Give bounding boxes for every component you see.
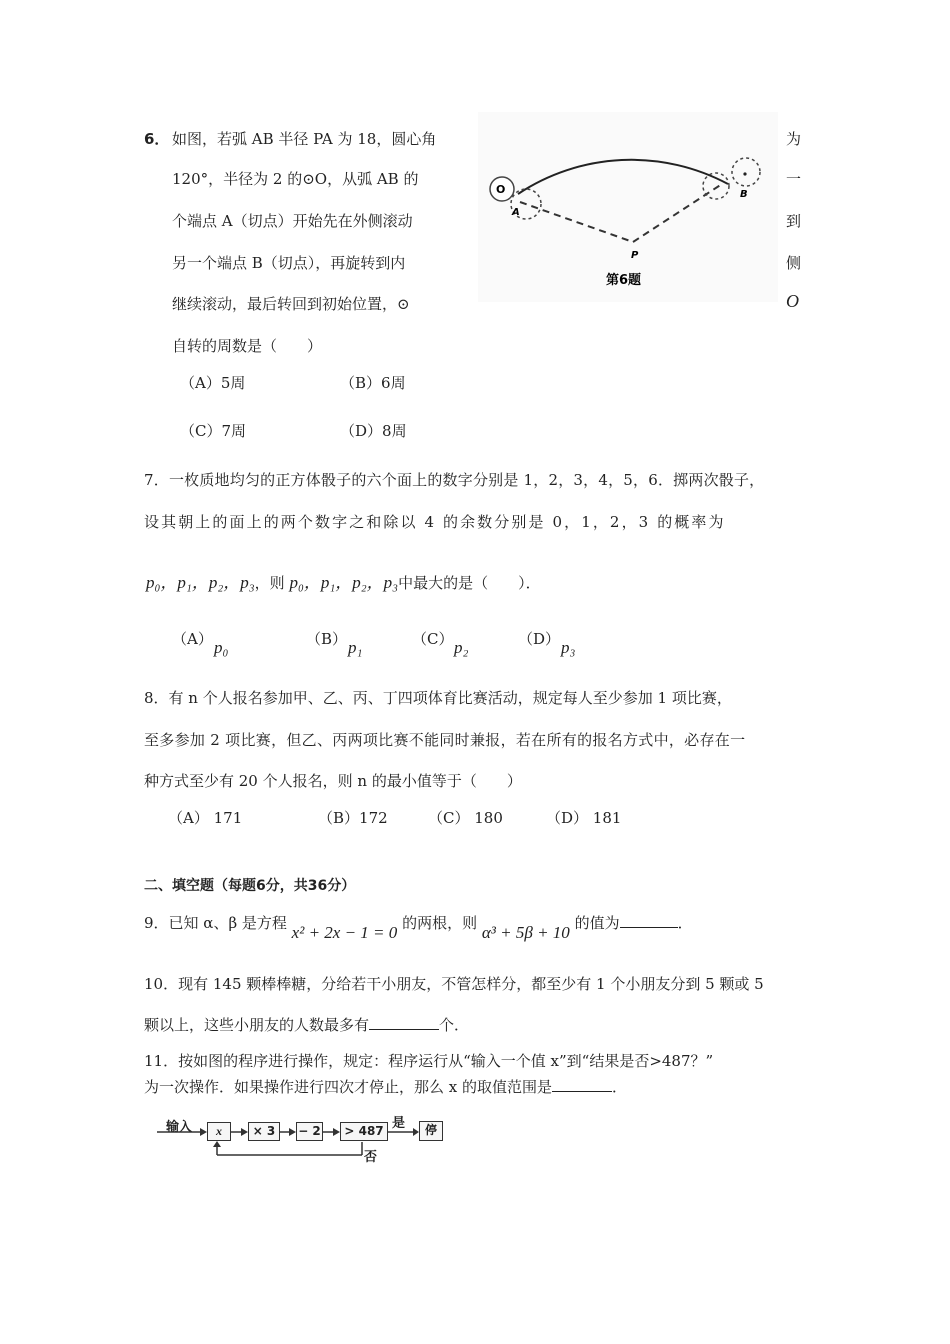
q7-line-2: 设其朝上的面上的两个数字之和除以 4 的余数分别是 0，1，2，3 的概率为 [144,513,726,531]
q8-option-a: （A） 171 [168,809,243,827]
q6-line-1: 如图，若弧 AB 半径 PA 为 18，圆心角 [172,130,437,148]
q11-answer-blank[interactable] [552,1077,612,1092]
flow-input-label: 输入 [166,1120,193,1135]
flow-box-stop: 停 [419,1121,443,1141]
q6-right-char-5: O [786,291,799,311]
q9-post: 的值为 [574,914,620,932]
q9-answer-blank[interactable] [620,913,678,928]
q10-line-2-text: 颗以上，这些小朋友的人数最多有 [144,1016,370,1034]
q6-figure [478,112,778,302]
figure-caption: 第6题 [606,273,642,288]
flow-box-compare: > 487 [340,1122,388,1141]
flow-yes-label: 是 [392,1116,406,1131]
q7-option-b-value: p₁ [348,638,363,657]
q6-line-2: 120°，半径为 2 的⊙O，从弧 AB 的 [172,170,419,188]
q6-line-5: 继续滚动，最后转回到初始位置，⊙ [172,295,410,313]
q6-option-c: （C）7周 [180,422,247,440]
q6-right-char-1: 为 [786,130,802,148]
q6-right-char-4: 侧 [786,254,802,272]
label-o: O [496,183,506,196]
q11-line-1: 11．按如图的程序进行操作，规定：程序运行从“输入一个值 x”到“结果是否>487？” [144,1052,714,1070]
q10-line-2-tail: 个． [439,1016,470,1034]
q7-option-a-label: （A） [172,630,213,648]
q7-then: ，则 [254,574,285,592]
q6-line-3: 个端点 A（切点）开始先在外侧滚动 [172,212,413,230]
q8-option-c: （C） 180 [428,809,503,827]
label-b: B [740,189,748,200]
q8-line-2: 至多参加 2 项比赛，但乙、丙两项比赛不能同时兼报，若在所有的报名方式中，必存在一 [144,731,746,749]
q6-line-4: 另一个端点 B（切点），再旋转到内 [172,254,406,272]
q11-line-2-text: 为一次操作．如果操作进行四次才停止，那么 x 的取值范围是 [144,1078,552,1096]
q7-option-a-value: p₀ [214,638,229,657]
q6-right-char-2: 一 [786,170,802,188]
q6-number: 6． [144,130,170,148]
q9-expression: α³ + 5β + 10 [481,923,570,942]
circle-center-dot [743,172,746,175]
q7-math-p-list-1: p₀，p₁，p₂，p₃ [146,573,255,592]
q7-option-d-label: （D） [518,630,561,648]
q10-answer-blank[interactable] [369,1015,439,1030]
q11-line-2 [144,1076,627,1097]
label-a: A [512,207,520,218]
q7-math-p-list-2: p₀，p₁，p₂，p₃ [289,573,399,592]
q8-option-d: （D） 181 [546,809,622,827]
q7-tail: 中最大的是（ ）． [398,574,541,592]
q7-option-b-label: （B） [306,630,348,648]
label-p: P [631,250,639,261]
q8-option-b: （B）172 [318,809,388,827]
q9-mid: 的两根，则 [402,914,478,932]
section-2-title: 二、填空题（每题6分，共36分） [144,878,356,894]
flow-box-x: x [207,1122,231,1141]
flow-box-minus-2: − 2 [296,1122,323,1141]
q6-option-a: （A）5周 [180,374,246,392]
q11-line-2-tail: ． [612,1078,628,1096]
q7-option-d-value: p₃ [561,638,576,657]
q6-option-b: （B）6周 [340,374,406,392]
q6-line-6: 自转的周数是（ ） [172,337,323,355]
q7-option-c-label: （C） [412,630,454,648]
q9-equation: x² + 2x − 1 = 0 [291,923,398,942]
q6-right-char-3: 到 [786,212,802,230]
q10-line-2 [144,1014,469,1035]
q8-line-3: 种方式至少有 20 个人报名，则 n 的最小值等于（ ） [144,772,522,790]
flow-no-label: 否 [364,1150,378,1165]
q9-pre: 9．已知 α、β 是方程 [144,914,287,932]
q7-line-1: 7．一枚质地均匀的正方体骰子的六个面上的数字分别是 1，2，3，4，5，6．掷两次骰子， [144,471,765,489]
q7-option-c-value: p₂ [454,638,469,657]
q8-line-1: 8．有 n 个人报名参加甲、乙、丙、丁四项体育比赛活动，规定每人至少参加 1 项比赛， [144,689,732,707]
q10-line-1: 10．现有 145 颗棒棒糖，分给若干小朋友，不管怎样分，都至少有 1 个小朋友分到 5 颗或 5 [144,975,764,993]
q6-option-d: （D）8周 [340,422,407,440]
flow-box-times-3: × 3 [248,1122,280,1141]
q7-line-3 [146,568,541,593]
question-9: 9．已知 α、β 是方程 x² + 2x − 1 = 0 的两根，则 α³ + 5β + 10 的值为 ． [144,914,693,942]
